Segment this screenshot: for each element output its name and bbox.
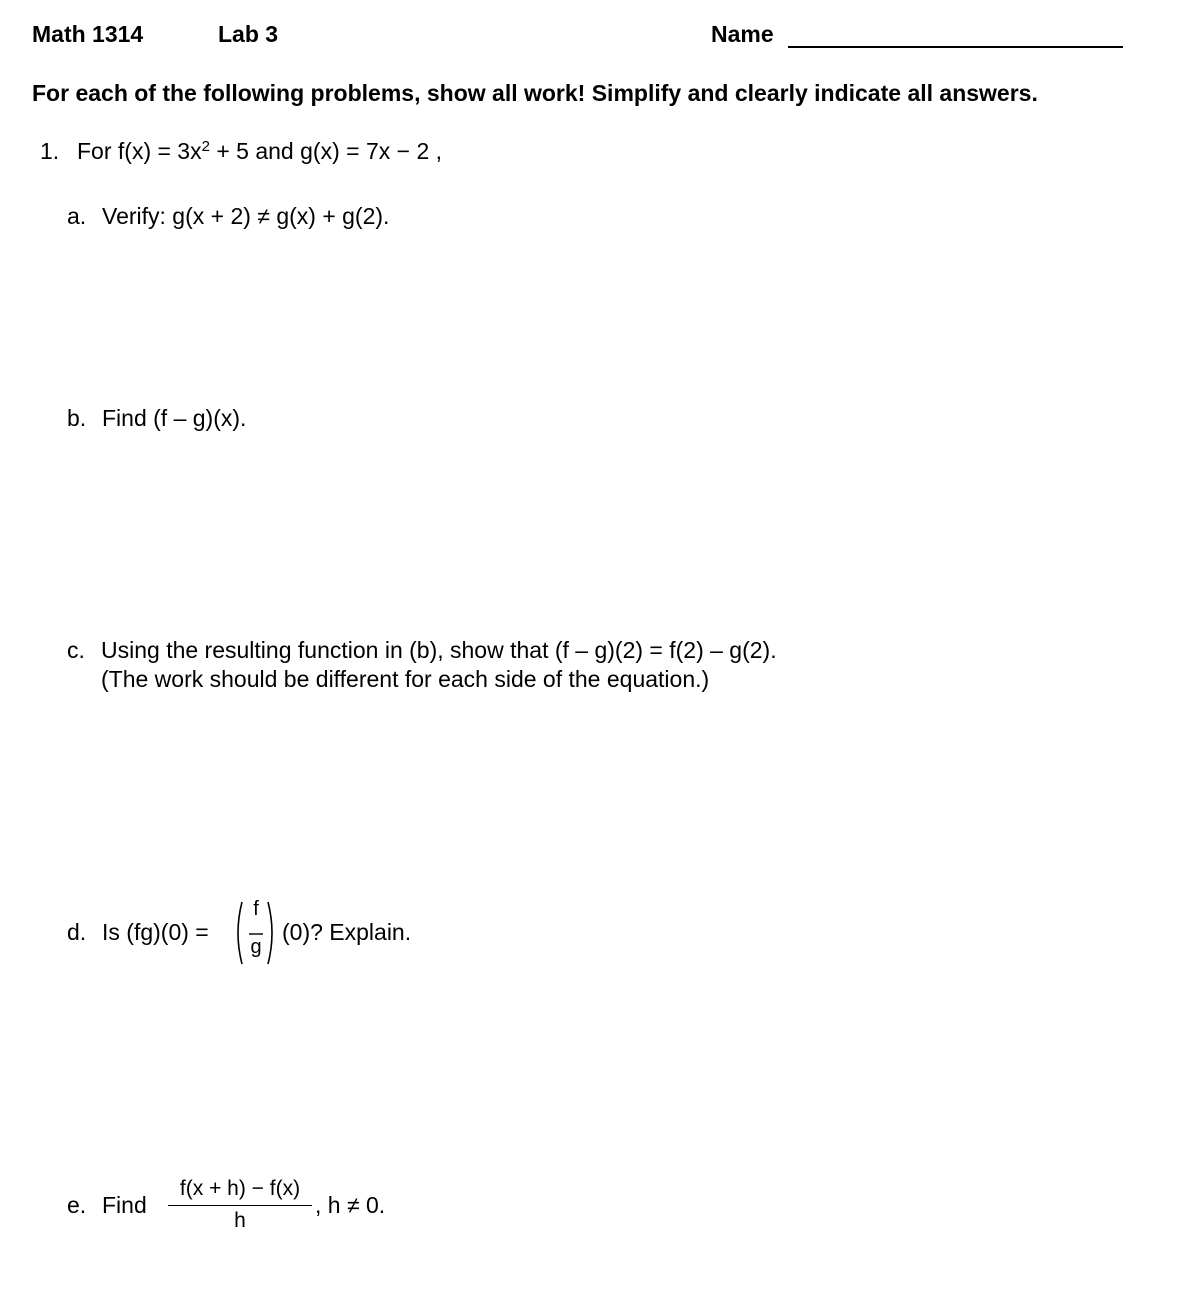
problem-intro [77,138,442,165]
part-c-line2: (The work should be different for each side of the equation.) [101,666,710,692]
dq-denominator: h [234,1209,246,1232]
part-b-label: b. [67,405,87,431]
part-e-label: e. [67,1192,87,1218]
fraction-denominator: g [250,936,262,958]
part-d-prefix: Is (fg)(0) = [102,919,209,945]
intro-and: + 5 and [209,138,301,164]
part-b-text: Find (f – g)(x). [102,405,247,431]
part-e-prefix: Find [102,1192,147,1218]
part-d-suffix: (0)? Explain. [282,919,412,945]
part-a-text: Verify: g(x + 2) ≠ g(x) + g(2). [102,203,390,229]
dq-numerator: f(x + h) − f(x) [179,1177,301,1200]
fraction-bar [168,1205,312,1206]
intro-f: For f(x) = 3x [77,138,202,164]
problem-number: 1. [40,138,60,164]
part-c-line1: Using the resulting function in (b), show that (f – g)(2) = f(2) – g(2). [101,637,777,663]
part-d-label: d. [67,919,87,945]
part-a-label: a. [67,203,87,229]
f-over-g-fraction [232,898,278,968]
part-e-suffix: , h ≠ 0. [315,1192,386,1218]
instructions: For each of the following problems, show all work! Simplify and clearly indicate all answers. [32,80,1038,106]
intro-g: g(x) = 7x − 2 , [300,138,443,164]
name-label: Name [711,21,774,47]
part-c-label: c. [67,637,85,663]
difference-quotient-fraction [168,1176,312,1234]
course-title: Math 1314 [32,21,144,47]
lab-title: Lab 3 [218,21,279,47]
intro-exponent: 2 [201,138,210,155]
name-blank-line [788,46,1123,48]
fraction-numerator: f [253,898,259,920]
